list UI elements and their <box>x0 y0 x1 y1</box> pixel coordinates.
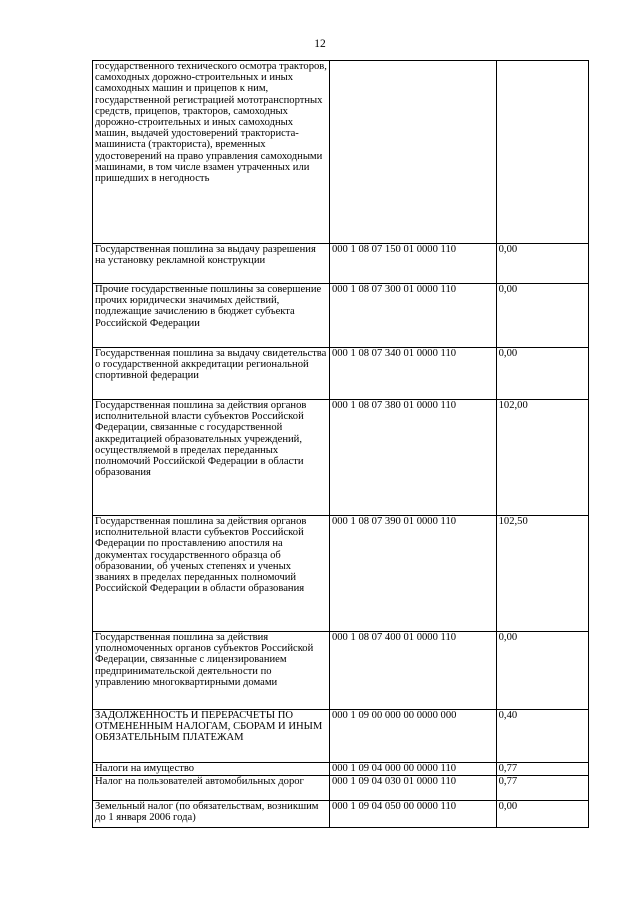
row-value: 0,77 <box>496 763 588 776</box>
row-name: ЗАДОЛЖЕННОСТЬ И ПЕРЕРАСЧЕТЫ ПО ОТМЕНЕННЫМ НАЛОГАМ, СБОРАМ И ИНЫМ ОБЯЗАТЕЛЬНЫМ ПЛАТЕЖАМ <box>93 710 330 763</box>
row-code: 000 1 09 04 050 00 0000 110 <box>329 801 496 828</box>
row-code: 000 1 08 07 380 01 0000 110 <box>329 400 496 516</box>
row-code <box>329 61 496 244</box>
row-code: 000 1 08 07 400 01 0000 110 <box>329 632 496 710</box>
row-value <box>496 61 588 244</box>
row-value: 0,00 <box>496 244 588 284</box>
row-code: 000 1 09 04 000 00 0000 110 <box>329 763 496 776</box>
row-name: Земельный налог (по обязательствам, возникшим до 1 января 2006 года) <box>93 801 330 828</box>
row-name: Прочие государственные пошлины за совершение прочих юридически значимых действий, подлежащие зачислению в бюджет субъекта Российской Федерации <box>93 284 330 348</box>
table-row <box>93 776 589 801</box>
row-code: 000 1 08 07 390 01 0000 110 <box>329 516 496 632</box>
row-code: 000 1 08 07 150 01 0000 110 <box>329 244 496 284</box>
row-name: Государственная пошлина за выдачу свидетельства о государственной аккредитации региональной спортивной федерации <box>93 348 330 400</box>
table-row <box>93 61 589 244</box>
table-row <box>93 763 589 776</box>
table-row <box>93 632 589 710</box>
table-row <box>93 400 589 516</box>
row-code: 000 1 08 07 300 01 0000 110 <box>329 284 496 348</box>
row-value: 0,00 <box>496 801 588 828</box>
table-row <box>93 516 589 632</box>
row-name: Государственная пошлина за действия органов исполнительной власти субъектов Российской Федерации по проставлению апостиля на документах государственного образца об образовании, об ученых степенях и ученых званиях в пределах переданных полномочий Российской Федерации в области образования <box>93 516 330 632</box>
row-code: 000 1 08 07 340 01 0000 110 <box>329 348 496 400</box>
row-value: 0,40 <box>496 710 588 763</box>
row-code: 000 1 09 04 030 01 0000 110 <box>329 776 496 801</box>
revenue-table <box>92 60 589 828</box>
row-value: 0,77 <box>496 776 588 801</box>
table-row <box>93 801 589 828</box>
row-value: 0,00 <box>496 348 588 400</box>
row-code: 000 1 09 00 000 00 0000 000 <box>329 710 496 763</box>
row-value: 0,00 <box>496 632 588 710</box>
row-name: Государственная пошлина за выдачу разрешения на установку рекламной конструкции <box>93 244 330 284</box>
row-name: Государственная пошлина за действия уполномоченных органов субъектов Российской Федерации, связанные с лицензированием предпринимательской деятельности по управлению многоквартирными домами <box>93 632 330 710</box>
table-row <box>93 710 589 763</box>
row-value: 102,50 <box>496 516 588 632</box>
row-name: Государственная пошлина за действия органов исполнительной власти субъектов Российской Федерации, связанные с государственной аккредитацией образовательных учреждений, осуществляемой в пределах переданных полномочий Российской Федерации в области образования <box>93 400 330 516</box>
row-name: Налог на пользователей автомобильных дорог <box>93 776 330 801</box>
table-row <box>93 284 589 348</box>
row-name: Налоги на имущество <box>93 763 330 776</box>
row-name: государственного технического осмотра тракторов, самоходных дорожно-строительных и иных самоходных машин и прицепов к ним, государственной регистрацией мототранспортных средств, прицепов, тракторов, самоходных дорожно-строительных и иных самоходных машин, выдачей удостоверений тракториста-машиниста (тракториста), временных удостоверений на право управления самоходными машинами, в том числе взамен утраченных или пришедших в негодность <box>93 61 330 244</box>
row-value: 102,00 <box>496 400 588 516</box>
page-number: 12 <box>314 38 326 50</box>
table-row <box>93 244 589 284</box>
table-row <box>93 348 589 400</box>
row-value: 0,00 <box>496 284 588 348</box>
